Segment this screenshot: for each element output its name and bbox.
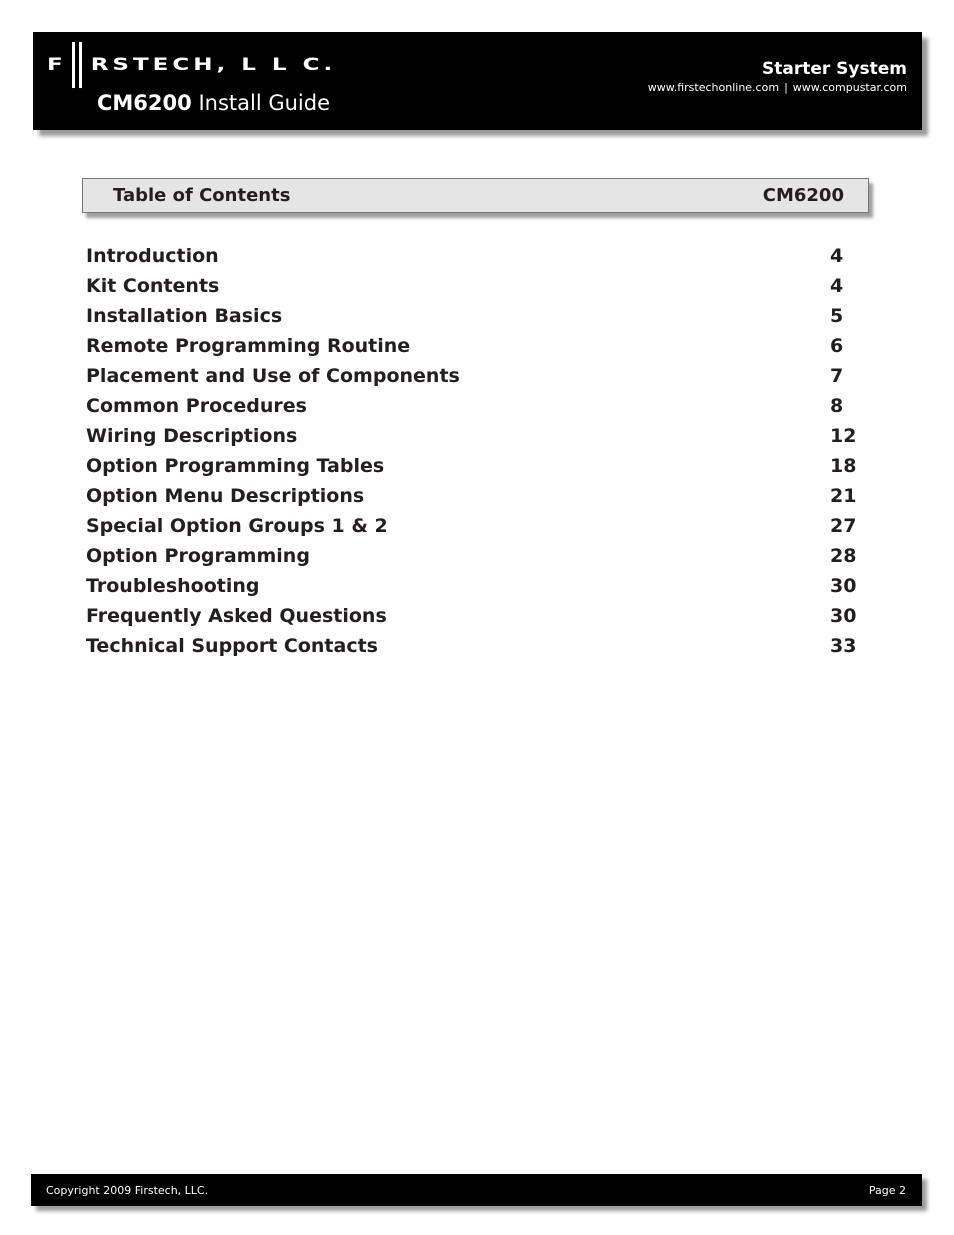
toc-entry-label: Kit Contents — [86, 275, 220, 297]
system-title: Starter System — [762, 59, 907, 79]
header-info — [648, 58, 907, 96]
guide-label: Install Guide — [198, 91, 331, 115]
url-separator: | — [784, 81, 788, 94]
toc-entry-page: 5 — [830, 305, 844, 327]
toc-entry[interactable] — [86, 361, 870, 391]
logo-text-right: RSTECH, L L C. — [90, 55, 337, 75]
toc-entry-page: 4 — [830, 275, 844, 297]
toc-title: Table of Contents — [113, 185, 291, 206]
url-firstech[interactable]: www.firstechonline.com — [647, 81, 780, 94]
toc-entry-label: Wiring Descriptions — [86, 425, 298, 447]
toc-entry[interactable] — [86, 571, 870, 601]
guide-title — [97, 91, 330, 115]
toc-entry[interactable] — [86, 241, 870, 271]
page-header — [33, 32, 922, 130]
toc-entry-page: 7 — [830, 365, 844, 387]
toc-entry-label: Frequently Asked Questions — [86, 605, 387, 627]
firstech-logo — [47, 47, 336, 83]
toc-entry-page: 33 — [830, 635, 857, 657]
toc-entry-label: Introduction — [86, 245, 219, 267]
toc-entry[interactable] — [86, 511, 870, 541]
toc-entry-label: Common Procedures — [86, 395, 307, 417]
toc-entry-label: Technical Support Contacts — [86, 635, 378, 657]
toc-entry[interactable] — [86, 391, 870, 421]
toc-entry[interactable] — [86, 331, 870, 361]
toc-entry[interactable] — [86, 631, 870, 661]
toc-entry[interactable] — [86, 451, 870, 481]
toc-list — [86, 241, 870, 661]
toc-entry-page: 4 — [830, 245, 844, 267]
toc-entry[interactable] — [86, 601, 870, 631]
toc-entry[interactable] — [86, 541, 870, 571]
toc-entry[interactable] — [86, 271, 870, 301]
logo-text-left: F — [47, 55, 67, 75]
toc-entry-label: Installation Basics — [86, 305, 283, 327]
copyright-text: Copyright 2009 Firstech, LLC. — [46, 1184, 209, 1197]
header-urls — [648, 80, 907, 96]
toc-entry-page: 8 — [830, 395, 844, 417]
logo-bars-icon — [70, 42, 84, 88]
toc-entry-page: 6 — [830, 335, 844, 357]
toc-entry-page: 30 — [830, 575, 857, 597]
toc-entry-label: Option Menu Descriptions — [86, 485, 365, 507]
guide-model: CM6200 — [97, 91, 192, 115]
url-compustar[interactable]: www.compustar.com — [792, 81, 907, 94]
toc-entry-label: Troubleshooting — [86, 575, 260, 597]
toc-entry-page: 28 — [830, 545, 857, 567]
toc-entry[interactable] — [86, 421, 870, 451]
page-number: Page 2 — [868, 1184, 906, 1197]
toc-entry-label: Option Programming Tables — [86, 455, 385, 477]
toc-heading-bar — [82, 178, 869, 213]
toc-entry-page: 18 — [830, 455, 857, 477]
toc-entry-label: Placement and Use of Components — [86, 365, 460, 387]
toc-entry-page: 21 — [830, 485, 857, 507]
toc-entry-label: Special Option Groups 1 & 2 — [86, 515, 388, 537]
toc-entry[interactable] — [86, 481, 870, 511]
toc-entry-page: 30 — [830, 605, 857, 627]
toc-entry-page: 12 — [830, 425, 857, 447]
toc-model: CM6200 — [762, 185, 844, 206]
page-footer — [31, 1174, 922, 1206]
toc-entry-label: Remote Programming Routine — [86, 335, 411, 357]
toc-entry[interactable] — [86, 301, 870, 331]
toc-entry-label: Option Programming — [86, 545, 310, 567]
toc-entry-page: 27 — [830, 515, 857, 537]
